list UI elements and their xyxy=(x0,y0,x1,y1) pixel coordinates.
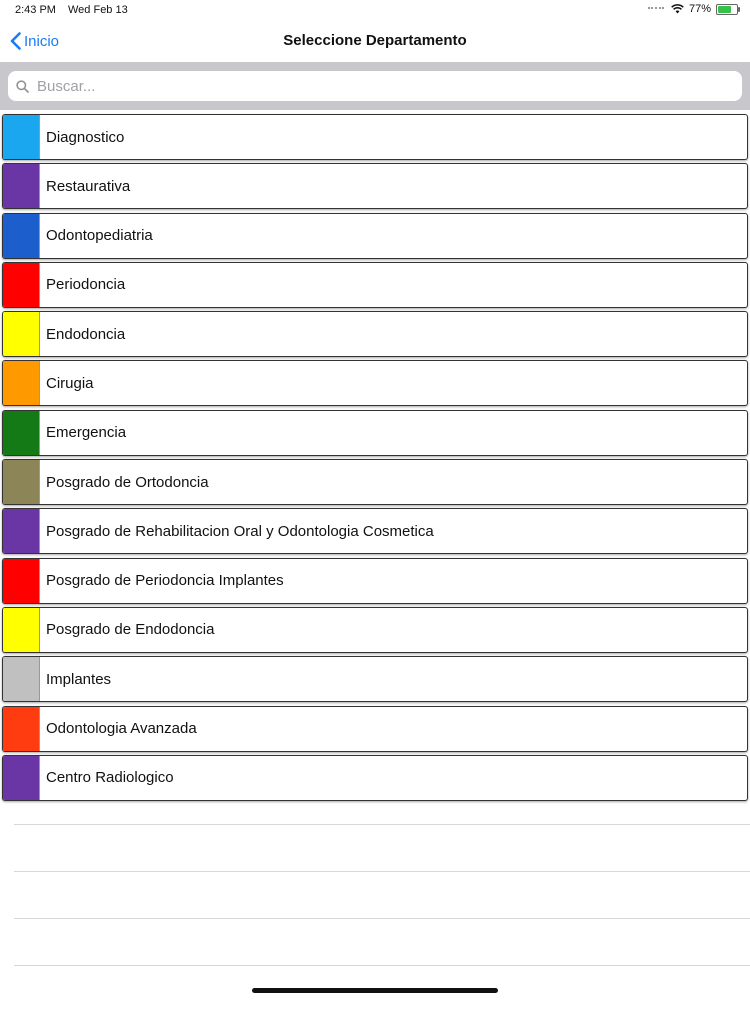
department-row[interactable] xyxy=(2,163,748,209)
cellular-dots-icon xyxy=(648,7,664,11)
department-color-swatch xyxy=(3,608,40,652)
department-row[interactable] xyxy=(2,360,748,406)
department-color-swatch xyxy=(3,657,40,701)
department-row[interactable] xyxy=(2,508,748,554)
department-label: Odontologia Avanzada xyxy=(46,720,197,738)
battery-fill xyxy=(718,6,731,13)
department-label: Periodoncia xyxy=(46,276,126,294)
department-row[interactable] xyxy=(2,114,748,160)
department-label: Posgrado de Endodoncia xyxy=(46,621,215,639)
table-separator xyxy=(14,918,750,919)
department-row[interactable] xyxy=(2,459,748,505)
status-date: Wed Feb 13 xyxy=(68,4,128,16)
status-indicators xyxy=(648,3,738,15)
department-row[interactable] xyxy=(2,706,748,752)
battery-percent: 77% xyxy=(688,3,711,15)
page-title: Seleccione Departamento xyxy=(283,32,467,49)
department-label: Emergencia xyxy=(46,424,127,442)
search-field[interactable] xyxy=(8,71,742,101)
department-label: Odontopediatria xyxy=(46,227,153,245)
department-label: Endodoncia xyxy=(46,325,126,343)
department-color-swatch xyxy=(3,559,40,603)
department-color-swatch xyxy=(3,214,40,258)
department-color-swatch xyxy=(3,756,40,800)
department-label: Restaurativa xyxy=(46,177,131,195)
department-color-swatch xyxy=(3,707,40,751)
search-input[interactable] xyxy=(35,77,700,96)
battery-nub xyxy=(738,7,740,12)
status-bar xyxy=(0,0,750,20)
empty-table-rows xyxy=(14,824,750,1012)
navigation-bar xyxy=(0,20,750,62)
status-time: 2:43 PM xyxy=(15,4,56,16)
department-label: Centro Radiologico xyxy=(46,769,174,787)
department-color-swatch xyxy=(3,115,40,159)
table-separator xyxy=(14,824,750,825)
department-color-swatch xyxy=(3,361,40,405)
department-row[interactable] xyxy=(2,656,748,702)
table-separator xyxy=(14,965,750,966)
department-color-swatch xyxy=(3,312,40,356)
department-color-swatch xyxy=(3,460,40,504)
department-color-swatch xyxy=(3,411,40,455)
home-indicator[interactable] xyxy=(252,988,498,993)
department-label: Implantes xyxy=(46,670,112,688)
department-label: Posgrado de Periodoncia Implantes xyxy=(46,572,284,590)
table-separator xyxy=(14,871,750,872)
department-color-swatch xyxy=(3,509,40,553)
wifi-icon xyxy=(671,4,684,14)
back-button-label: Inicio xyxy=(24,32,60,50)
search-bar xyxy=(0,62,750,110)
department-row[interactable] xyxy=(2,311,748,357)
department-label: Posgrado de Rehabilitacion Oral y Odontologia Cosmetica xyxy=(46,522,434,540)
department-row[interactable] xyxy=(2,410,748,456)
department-label: Posgrado de Ortodoncia xyxy=(46,473,209,491)
department-row[interactable] xyxy=(2,213,748,259)
department-row[interactable] xyxy=(2,558,748,604)
department-row[interactable] xyxy=(2,755,748,801)
department-label: Cirugia xyxy=(46,374,94,392)
department-color-swatch xyxy=(3,263,40,307)
department-row[interactable] xyxy=(2,262,748,308)
search-icon xyxy=(16,80,29,93)
battery-charging-icon xyxy=(716,4,738,15)
department-label: Diagnostico xyxy=(46,128,125,146)
department-color-swatch xyxy=(3,164,40,208)
department-list xyxy=(0,114,750,804)
department-row[interactable] xyxy=(2,607,748,653)
